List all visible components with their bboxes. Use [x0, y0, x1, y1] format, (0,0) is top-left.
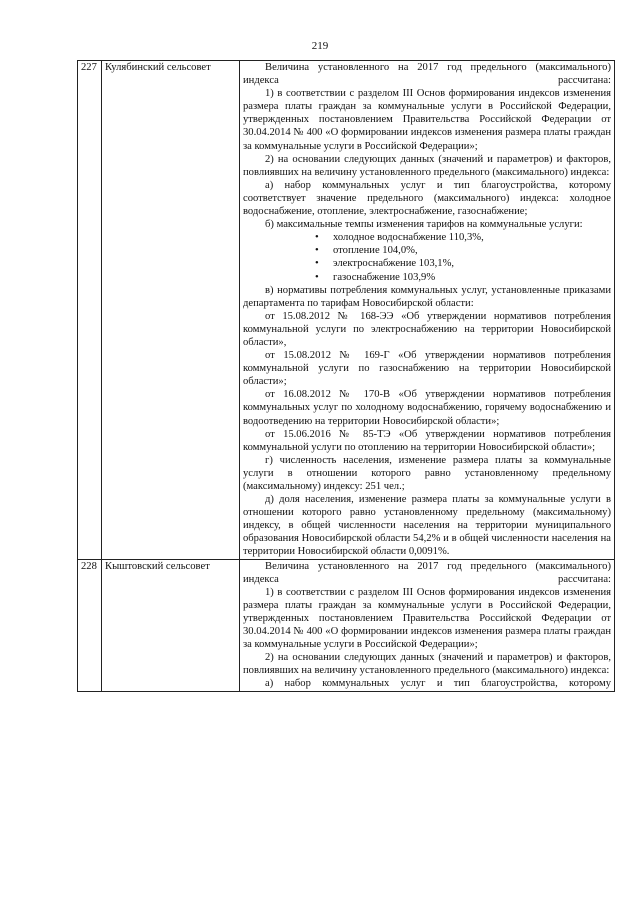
- index-description: [240, 61, 615, 560]
- item-2-paragraph: 2) на основании следующих данных (значений и параметров) и факторов, повлиявших на величину установленного предельного (максимального) индекса:: [243, 652, 611, 677]
- item-1-paragraph: 1) в соответствии с разделом III Основ формирования индексов изменения размера платы граждан за коммунальные услуги в Российской Федерации, утвержденных постановлением Правительства Российской Федерации от 30.04.2014 № 400 «О формировании индексов изменения размера платы граждан за коммунальные услуги в Российской Федерации»;: [243, 88, 611, 152]
- table-row: [78, 61, 615, 560]
- order-paragraph: от 15.08.2012 № 168-ЭЭ «Об утверждении нормативов потребления коммунальной услуги по электроснабжению на территории Новосибирской области»,: [243, 310, 611, 348]
- bullet-icon: •: [315, 258, 319, 270]
- item-1-paragraph: 1) в соответствии с разделом III Основ формирования индексов изменения размера платы граждан за коммунальные услуги в Российской Федерации, утвержденных постановлением Правительства Российской Федерации от 30.04.2014 № 400 «О формировании индексов изменения размера платы граждан за коммунальные услуги в Российской Федерации»;: [243, 586, 611, 651]
- item-g-paragraph: г) численность населения, изменение размера платы за коммунальные услуги в отношении которого равно установленному предельному (максимальному) индексу: 251 чел.;: [243, 454, 611, 492]
- item-b-paragraph: б) максимальные темпы изменения тарифов на коммунальные услуги:: [265, 219, 583, 231]
- bullet-icon: •: [315, 271, 319, 283]
- municipality-name: Кыштовский сельсовет: [102, 559, 240, 691]
- table-row: [78, 559, 615, 691]
- intro-paragraph: Величина установленного на 2017 год предельного (максимального) индекса рассчитана:: [243, 62, 611, 87]
- index-table: [77, 60, 615, 692]
- order-paragraph: от 15.06.2016 № 85-ТЭ «Об утверждении нормативов потребления коммунальной услуги по отоплению на территории Новосибирской области»;: [243, 428, 611, 453]
- list-item: • газоснабжение 103,9%: [315, 271, 436, 283]
- bullet-icon: •: [315, 232, 319, 244]
- tariff-list: [243, 231, 611, 283]
- list-item: • электроснабжение 103,1%,: [315, 258, 455, 270]
- item-v-paragraph: в) нормативы потребления коммунальных услуг, установленные приказами департамента по тарифам Новосибирской области:: [243, 284, 611, 309]
- list-item: • отопление 104,0%,: [315, 245, 418, 257]
- row-number: 228: [78, 559, 102, 691]
- bullet-icon: •: [315, 245, 319, 257]
- order-paragraph: от 15.08.2012 № 169-Г «Об утверждении нормативов потребления коммунальной услуги по газоснабжению на территории Новосибирской области»;: [243, 350, 611, 388]
- intro-paragraph: Величина установленного на 2017 год предельного (максимального) индекса рассчитана:: [243, 560, 611, 585]
- list-item: • холодное водоснабжение 110,3%,: [315, 232, 484, 244]
- page-number: 219: [311, 40, 329, 52]
- item-2-paragraph: 2) на основании следующих данных (значений и параметров) и факторов, повлиявших на величину установленного предельного (максимального) индекса:: [243, 153, 611, 178]
- order-paragraph: от 16.08.2012 № 170-В «Об утверждении нормативов потребления коммунальных услуг по холодному водоснабжению, горячему водоснабжению и водоотведению на территории Новосибирской области»;: [243, 389, 611, 427]
- item-a-paragraph: а) набор коммунальных услуг и тип благоустройства, которому: [265, 678, 611, 690]
- row-number: 227: [78, 61, 102, 560]
- municipality-name: Кулябинский сельсовет: [102, 61, 240, 560]
- item-d-paragraph: д) доля населения, изменение размера платы за коммунальные услуги в отношении которого равно установленному предельному (максимальному) индексу, в общей численности населения на территории муниципального образования Новосибирской области 54,2% и в общей численности населения на территории Новосибирской области 0,0091%.: [243, 494, 611, 558]
- index-description: [240, 559, 615, 691]
- item-a-paragraph: а) набор коммунальных услуг и тип благоустройства, которому соответствует значение предельного (максимального) индекса: холодное водоснабжение, отопление, электроснабжение, газоснабжение;: [243, 179, 611, 218]
